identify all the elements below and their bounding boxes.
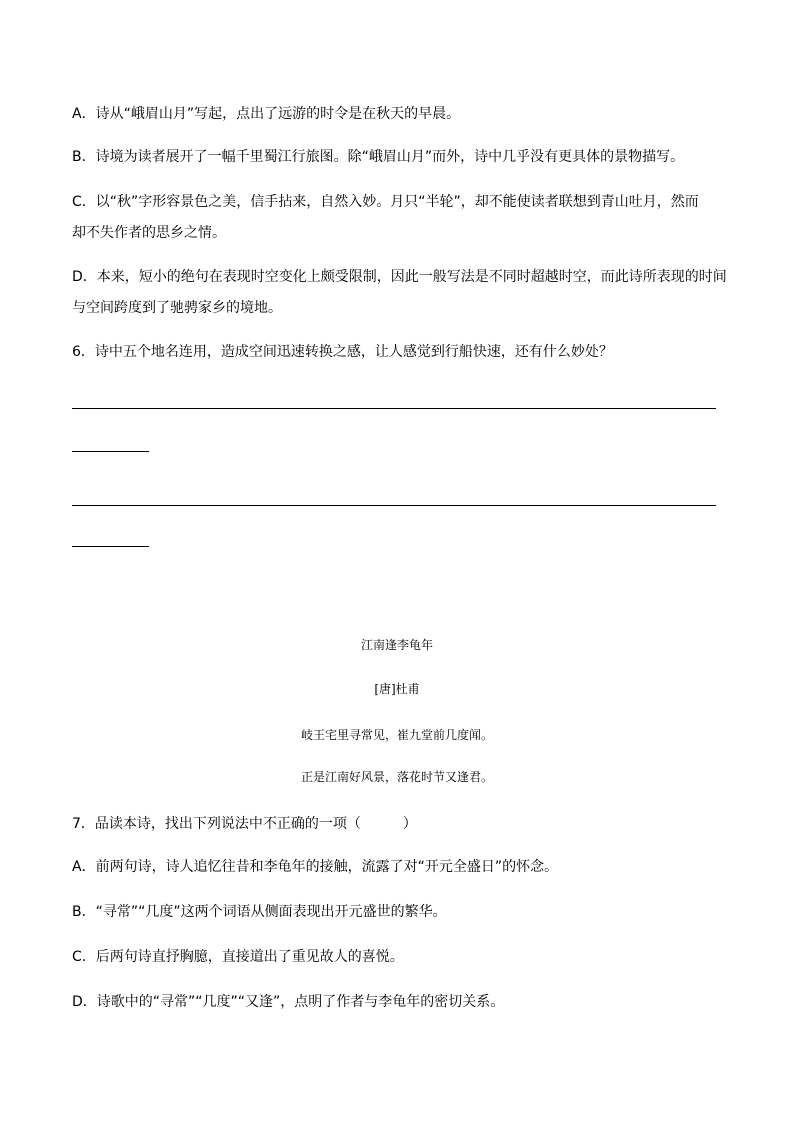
q5-option-d-line1: D．本来，短小的绝句在表现时空变化上颇受限制，因此一般写法是不同时超越时空，而此诗所表现的时间 bbox=[72, 269, 727, 285]
q7-option-a: A．前两句诗，诗人追忆往昔和李龟年的接触，流露了对“开元全盛日”的怀念。 bbox=[72, 859, 559, 875]
poem-line-2: 正是江南好风景，落花时节又逢君。 bbox=[300, 770, 493, 784]
q5-option-a: A．诗从“峨眉山月”写起，点出了远游的时令是在秋天的早晨。 bbox=[72, 106, 461, 122]
q5-option-d-line2: 与空间跨度到了驰骋家乡的境地。 bbox=[72, 300, 282, 316]
answer-line-1[interactable] bbox=[72, 408, 716, 409]
q6-prompt: 6．诗中五个地名连用，造成空间迅速转换之感，让人感觉到行船快速，还有什么妙处？ bbox=[72, 344, 613, 360]
q5-option-c-line2: 却不失作者的思乡之情。 bbox=[72, 225, 226, 241]
q7-prompt: 7．品读本诗，找出下列说法中不正确的一项（ ） bbox=[72, 816, 417, 832]
answer-line-2[interactable] bbox=[72, 505, 716, 506]
q5-option-b: B．诗境为读者展开了一幅千里蜀江行旅图。除“峨眉山月”而外，诗中几乎没有更具体的景物描写。 bbox=[72, 149, 685, 165]
answer-line-2-tail[interactable] bbox=[72, 546, 149, 547]
answer-line-1-tail[interactable] bbox=[72, 451, 149, 452]
poem-author: [唐]杜甫 bbox=[374, 682, 420, 696]
q5-option-c-line1: C．以“秋”字形容景色之美，信手拈来，自然入妙。月只“半轮”，却不能使读者联想到青山吐月，然而 bbox=[72, 194, 699, 210]
q7-option-d: D．诗歌中的“寻常”“几度”“又逢”，点明了作者与李龟年的密切关系。 bbox=[72, 994, 505, 1010]
q7-option-b: B．“寻常”“几度”这两个词语从侧面表现出开元盛世的繁华。 bbox=[72, 904, 447, 920]
q7-option-c: C．后两句诗直抒胸臆，直接道出了重见故人的喜悦。 bbox=[72, 949, 404, 965]
poem-line-1: 岐王宅里寻常见，崔九堂前几度闻。 bbox=[300, 728, 493, 742]
poem-title: 江南逢李龟年 bbox=[360, 638, 433, 652]
